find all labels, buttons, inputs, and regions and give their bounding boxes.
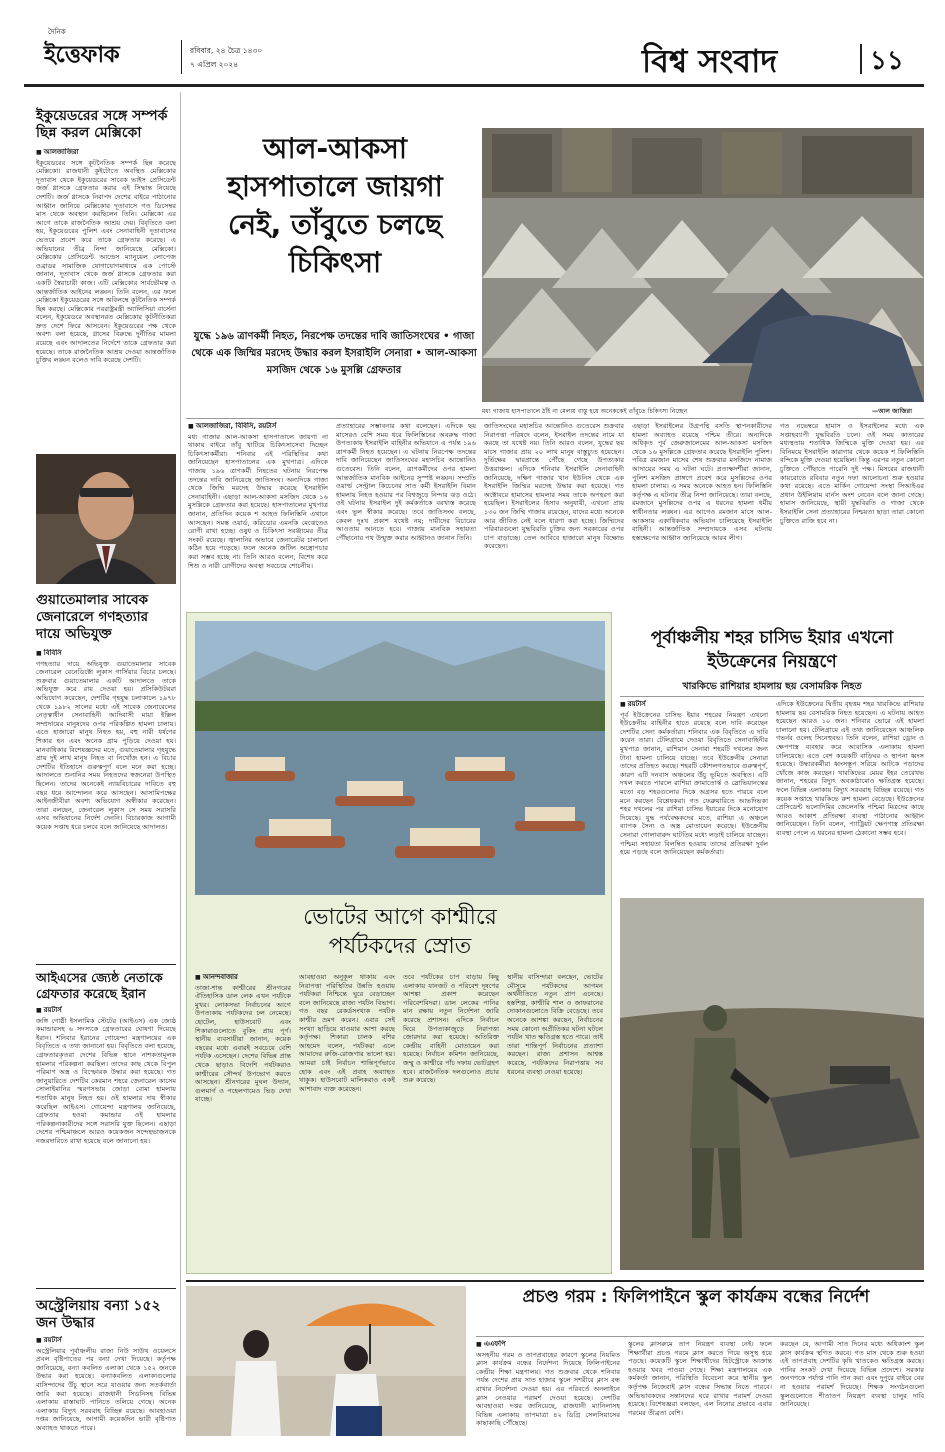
guatemala-photo: [36, 454, 176, 584]
philippines-byline: ■ এএফপি: [476, 1340, 620, 1350]
chasiv-col-1: [620, 700, 768, 890]
kashmir-col-3-text: তবে পর্যটকের চাপ বাড়ায় কিছু এলাকায় যানজট ও পরিবেশ দূষণের আশঙ্কা প্রকাশ করেছেন পরিবেশবিদরা। ডাল লেকের পানির মান রক্ষায় নতুন নির্দেশনা জারি করেছে প্রশাসন। এদিকে নির্বাচন ঘিরে উপত্যকাজুড়ে নিরাপত্তা জোরদার করা হয়েছে। অতিরিক্ত কেন্দ্রীয় বাহিনী মোতায়েন করা হয়েছে। নির্বাচন কমিশন জানিয়েছে, জম্মু ও কাশ্মীরে পাঁচ দফায় ভোটগ্রহণ হবে। রাজনৈতিক দলগুলোও প্রচার শুরু করেছে।: [403, 973, 499, 1085]
masthead-logo-text: ইত্তেফাক: [44, 41, 120, 68]
alaqsa-byline: ■ আলজাজিরা, বিবিসি, রয়টার্স: [188, 422, 328, 432]
australia-body: [24, 1336, 176, 1452]
alaqsa-col-2: [336, 422, 476, 600]
kashmir-photo: [195, 621, 605, 895]
australia-byline: ■ রয়টার্স: [36, 1336, 176, 1346]
portrait-image: [36, 454, 176, 584]
ecuador-story: [24, 92, 176, 492]
tent-camp-image: [482, 128, 924, 402]
kashmir-col-2-text: আবহাওয়া অনুকূল থাকায় এবং নিরাপত্তা পরিস্থিতির উন্নতি হওয়ায় পর্যটকরা নিশ্চিন্তে ঘুরে বেড়াচ্ছেন বলে জানিয়েছে রাজ্য পর্যটন বিভাগ। গত বছর রেকর্ডসংখ্যক পর্যটক কাশ্মীর ভ্রমণ করেন। এবার সেই সংখ্যা ছাড়িয়ে যাওয়ার আশা করছে কর্তৃপক্ষ। শিকারা চালক বশির আহমেদ বলেন, পর্যটকরা এলে আমাদের রুজি-রোজগার ভালো হয়। আমরা চাই নির্বাচন শান্তিপূর্ণভাবে হোক এবং এই প্রবাহ অব্যাহত থাকুক। হাউসবোট মালিকরাও একই আশাবাদ ব্যক্ত করেছেন।: [299, 973, 395, 1093]
chasiv-col-2-text: এদিকে ইউক্রেনের দ্বিতীয় বৃহত্তম শহর খারকিভে রাশিয়ার হামলায় ছয় বেসামরিক নিহত হয়েছেন। এ ঘটনায় আহত হয়েছেন আরও ১০ জন। শনিবার ভোরে এই হামলা চালানো হয়। টেলিগ্রামে এই তথ্য জানিয়েছেন আঞ্চলিক গভর্নর ওলেহ সিনেহুবভ। তিনি বলেন, রাশিয়া ড্রোন ও ক্ষেপণাস্ত্র ব্যবহার করে আবাসিক এলাকায় হামলা চালিয়েছে। এতে বেশ কয়েকটি বাড়িঘর ও স্থাপনা ধ্বংস হয়েছে। উদ্ধারকর্মীরা ধ্বংসস্তূপ সরিয়ে আটকে পড়াদের খোঁজে কাজ করছেন। খারকিভের মেয়র ইহর তেরেখভ জানান, শহরের বিদ্যুৎ অবকাঠামোও ক্ষতিগ্রস্ত হয়েছে। ফলে বিভিন্ন এলাকায় বিদ্যুৎ সরবরাহ বিচ্ছিন্ন রয়েছে। গত কয়েক সপ্তাহে খারকিভে রুশ হামলা বেড়েছে। ইউক্রেনের প্রেসিডেন্ট ভলোদিমির জেলেনস্কি পশ্চিমা মিত্রদের কাছে আরও আকাশ প্রতিরক্ষা ব্যবস্থা পাঠানোর আহ্বান জানিয়েছেন। তিনি বলেন, প্যাট্রিয়ট ক্ষেপণাস্ত্র প্রতিরক্ষা ব্যবস্থা পেলে এ ধরনের হামলা ঠেকানো সম্ভব হবে।: [776, 700, 924, 837]
iran-story: [24, 966, 176, 1238]
philippines-headline: প্রচণ্ড গরম : ফিলিপাইনে স্কুল কার্যক্রম বন্ধের নির্দেশ: [522, 1287, 870, 1307]
ecuador-byline: ■ আলজাজিরা: [36, 148, 176, 158]
students-umbrella-image: [186, 1286, 466, 1436]
kashmir-col-2: [299, 973, 395, 1269]
iran-body: [24, 1006, 176, 1238]
masthead-logo-small: দৈনিক: [48, 28, 66, 36]
kashmir-col-1: [195, 973, 291, 1269]
masthead-logo: [44, 28, 174, 70]
philippines-story: [186, 1286, 924, 1436]
chasiv-story: [620, 612, 924, 1274]
iran-headline: আইএসের জ্যেষ্ঠ নেতাকে গ্রেফতার করেছে ইরান: [36, 970, 163, 1001]
philippines-col-3: [780, 1340, 924, 1434]
chasiv-col-1-text: পূর্ব ইউক্রেনের চাসিভ ইয়ার শহরের নিয়ন্ত্রণ এখনো ইউক্রেনীয় বাহিনীর হাতে রয়েছে বলে দাবি করেছেন দেশটির সেনা কর্মকর্তারা। শনিবার এক বিবৃতিতে এ দাবি করেন তারা। টেলিগ্রামে দেওয়া বিবৃতিতে সেনাবাহিনীর মুখপাত্র জানান, রাশিয়ান সেনারা শহরটি দখলের জন্য টানা হামলা চালিয়ে যাচ্ছে। তবে ইউক্রেনীয় সেনারা তাদের প্রতিহত করছে। শহরটি কৌশলগতভাবে গুরুত্বপূর্ণ, কারণ এটি দনবাস অঞ্চলের উঁচু ভূমিতে অবস্থিত। এটি দখল করতে পারলে রাশিয়া ক্রামাতোর্স্ক ও স্লোভিয়ানস্কের মতো বড় শহরগুলোর দিকে অগ্রসর হতে পারবে বলে মনে করছেন বিশ্লেষকরা। গত ফেব্রুয়ারিতে আভদিভকা শহর দখলের পর রাশিয়া চাসিভ ইয়ারের দিকে মনোযোগ দিয়েছে। যুদ্ধ পর্যবেক্ষকদের মতে, রাশিয়া এ অঞ্চলে ব্যাপক সৈন্য ও অস্ত্র মোতায়েন করেছে। ইউক্রেনীয় সেনারা গোলাবারুদ ঘাটতির মধ্যে লড়াই চালিয়ে যাচ্ছেন। পশ্চিমা সহায়তা বিলম্বিত হওয়ায় তাদের প্রতিরক্ষা দুর্বল হয়ে পড়ছে বলে জানিয়েছেন কর্মকর্তারা।: [620, 710, 768, 857]
australia-text: অস্ট্রেলিয়ার পূর্বাঞ্চলীয় রাজ্য নিউ সাউথ ওয়েলসে প্রবল বৃষ্টিপাতের পর বন্যা দেখা দিয়েছে। কর্তৃপক্ষ জানিয়েছে, বন্যা কবলিত এলাকা থেকে ১৫২ জনকে উদ্ধার করা হয়েছে। বন্যাকবলিত এলাকাগুলোর বাসিন্দাদের উঁচু স্থানে সরে যাওয়ার জন্য সতর্কবার্তা জারি করা হয়েছে। রাজধানী সিডনিসহ বিভিন্ন এলাকায় রাস্তাঘাট পানিতে তলিয়ে গেছে। অনেক এলাকায় বিদ্যুৎ সরবরাহ বিচ্ছিন্ন রয়েছে। আবহাওয়া দপ্তর জানিয়েছে, আগামী কয়েকদিন ভারী বৃষ্টিপাত অব্যাহত থাকতে পারে।: [36, 1346, 176, 1432]
section-title: বিশ্ব সংবাদ: [642, 42, 778, 80]
guatemala-body: [24, 649, 176, 943]
alaqsa-col-1-text: মধ্য গাজার আল-আকসা হাসপাতালে জায়গা না থাকায় বাইরে তাঁবু খাটিয়ে চিকিৎসাসেবা দিচ্ছেন চিকিৎসাকর্মীরা। শনিবার এই পরিস্থিতির কথা জানিয়েছেন হাসপাতালের এক মুখপাত্র। এদিকে গাজায় ১৯৬ ত্রাণকর্মী নিহতের ঘটনায় নিরপেক্ষ তদন্তের দাবি জানিয়েছে জাতিসংঘ। অন্যদিকে গাজা থেকে জিম্মি মরদেহ উদ্ধার করেছে ইসরাইলি সেনাবাহিনী। এছাড়া আল-আকসা মসজিদ থেকে ১৬ মুসল্লিকে গ্রেফতার করা হয়েছে। হাসপাতালের মুখপাত্র জানান, প্রতিদিন কয়েক শ আহত ফিলিস্তিনি এখানে আসছেন। সমস্ত ওয়ার্ড, করিডোর এমনকি মেঝেতেও রোগী রাখা হচ্ছে। ওষুধ ও চিকিৎসা সরঞ্জামের তীব্র সংকট রয়েছে। জ্বালানির অভাবে জেনারেটর চালানো কঠিন হয়ে পড়েছে। ফলে অনেক জটিল অস্ত্রোপচার করা সম্ভব হচ্ছে না। তিনি আরও বলেন, বিশেষ করে শিশু ও নারী রোগীদের অবস্থা সবচেয়ে শোচনীয়।: [188, 432, 328, 570]
chasiv-byline: ■ রয়টার্স: [620, 700, 768, 710]
iran-text: জঙ্গি গোষ্ঠী ইসলামিক স্টেটের (আইএস) এক জ্যেষ্ঠ কমান্ডারসহ ৬ সদস্যকে গ্রেফতারের ঘোষণা দিয়েছে ইরান। শনিবার ইরানের গোয়েন্দা মন্ত্রণালয়ের এক বিবৃতিতে এ তথ্য জানানো হয়। বিবৃতিতে বলা হয়েছে, গ্রেফতারকৃতরা দেশের বিভিন্ন স্থানে নাশকতামূলক হামলার পরিকল্পনা করছিল। তাদের কাছ থেকে বিপুল পরিমাণ অস্ত্র ও বিস্ফোরক উদ্ধার করা হয়েছে। গত জানুয়ারিতে দেশটির কেরমান শহরে জেনারেল কাসেম সোলাইমানির স্মরণসভায় জোড়া বোমা হামলায় শতাধিক মানুষ নিহত হয়। ওই হামলার দায় স্বীকার করেছিল আইএস। গোয়েন্দা মন্ত্রণালয় জানিয়েছে, গ্রেফতার হওয়া কমান্ডার ওই হামলার পরিকল্পনাকারীদের সঙ্গে সরাসরি যুক্ত ছিলেন। এছাড়া দেশের পশ্চিমাঞ্চলে আরও কয়েকজন সন্দেহভাজনকে নজরদারিতে রাখা হয়েছে বলে জানানো হয়।: [36, 1016, 176, 1145]
kashmir-col-1-text: তাজা-শান্ত কাশ্মীরের শ্রীনগরের ঐতিহাসিক ডাল লেক এখন পর্যটকে মুখর। লোকসভা নির্বাচনের আগে উপত্যকায় পর্যটকদের ঢল নেমেছে। হোটেল, হাউসবোট এবং শিকারাগুলোতে বুকিং প্রায় পূর্ণ। স্থানীয় ব্যবসায়ীরা জানান, কয়েক বছরের মধ্যে এবারই সবচেয়ে বেশি পর্যটক এসেছেন। দেশের বিভিন্ন প্রান্ত থেকে ছাড়াও বিদেশি পর্যটকরাও কাশ্মীরের সৌন্দর্য উপভোগ করতে আসছেন। শ্রীনগরের মুঘল উদ্যান, গুলমার্গ ও পহেলগামেও ভিড় দেখা যাচ্ছে।: [195, 983, 291, 1104]
masthead-rule: [24, 84, 924, 87]
alaqsa-col-2-text: প্রত্যাহারের সম্ভাবনার কথা বলেছেন। এদিকে ছয় মাসেরও বেশি সময় ধরে ফিলিস্তিনের অবরুদ্ধ গাজা উপত্যকায় ইসরাইলি বাহিনীর অভিযানে এ পর্যন্ত ১৯৬ ত্রাণকর্মী নিহত হয়েছেন। এ ঘটনায় নিরপেক্ষ তদন্তের দাবি জানিয়েছেন জাতিসংঘের মহাসচিব আন্তোনিও গুতেরেস। তিনি বলেন, ত্রাণকর্মীদের ওপর হামলা আন্তর্জাতিক মানবিক আইনের সুস্পষ্ট লঙ্ঘন। সম্প্রতি ওয়ার্ল্ড সেন্ট্রাল কিচেনের সাত কর্মী ইসরাইলি বিমান হামলায় নিহত হওয়ার পর বিশ্বজুড়ে নিন্দার ঝড় ওঠে। ওই ঘটনায় ইসরাইল দুই কর্মকর্তাকে বরখাস্ত করেছে এবং ভুল স্বীকার করেছে। তবে জাতিসংঘ বলছে, কেবল দুঃখ প্রকাশ যথেষ্ট নয়; দায়ীদের বিচারের আওতায় আনতে হবে। গাজায় মানবিক সহায়তা পৌঁছানোর পথ উন্মুক্ত করার আহ্বানও জানান তিনি।: [336, 422, 476, 542]
dal-lake-image: [195, 621, 605, 895]
kashmir-col-4-text: স্থানীয় বাসিন্দারা বলছেন, ভোটের মৌসুমে পর্যটকদের আগমন অর্থনীতিতে নতুন প্রাণ এনেছে। হস্তশিল্প, কাশ্মীরি শাল ও জাফরানের দোকানগুলোতে বিক্রি বেড়েছে। তবে অনেকে আশঙ্কা করছেন, নির্বাচনের সময় কোনো অপ্রীতিকর ঘটনা ঘটলে পর্যটন খাত ক্ষতিগ্রস্ত হতে পারে। তাই তারা শান্তিপূর্ণ নির্বাচনের প্রত্যাশা করছেন। রাজ্য প্রশাসন আশ্বস্ত করেছে, পর্যটকদের নিরাপত্তায় সব ধরনের ব্যবস্থা নেওয়া হয়েছে।: [507, 973, 603, 1076]
alaqsa-caption: মধ্য গাজায় হাসপাতালে ঠাঁই না মেলায় বাস্তু হয়ে অনেককেই তাঁবুতে চিকিৎসা নিচ্ছেন: [482, 408, 688, 415]
kashmir-story: [186, 612, 612, 1274]
kashmir-col-3: [403, 973, 499, 1269]
date-line-2: ৭ এপ্রিল ২০২৪: [190, 60, 239, 69]
kashmir-col-4: [507, 973, 603, 1269]
philippines-col-2: [628, 1340, 772, 1434]
alaqsa-col-4-text: এছাড়া ইসরাইলের উগ্রপন্থি বসতি স্থাপনকারীদের হামলা অব্যাহত রয়েছে পশ্চিম তীরে। অন্যদিকে অধিকৃত পূর্ব জেরুজালেমের আল-আকসা মসজিদ থেকে ১৬ মুসল্লিকে গ্রেফতার করেছে ইসরাইলি পুলিশ। পবিত্র রমজান মাসের শেষ শুক্রবার মসজিদে নামাজ আদায়ের সময় এ ঘটনা ঘটে। প্রত্যক্ষদর্শীরা জানান, পুলিশ মসজিদ প্রাঙ্গণে প্রবেশ করে মুসল্লিদের ওপর হামলা চালায়। এ সময় অনেকে আহত হন। ফিলিস্তিনি কর্তৃপক্ষ এ ঘটনার তীব্র নিন্দা জানিয়েছে। তারা বলছে, রমজানে মুসল্লিদের ওপর এ ধরনের হামলা ধর্মীয় স্বাধীনতার লঙ্ঘন। এর আগেও রমজান মাসে আল-আকসায় একাধিকবার অভিযান চালিয়েছে ইসরাইলি বাহিনী। আন্তর্জাতিক সম্প্রদায়কে এসব ঘটনায় হস্তক্ষেপের আহ্বান জানিয়েছে আরব লীগ।: [632, 422, 772, 542]
alaqsa-col-3: [484, 422, 624, 600]
alaqsa-col-3-text: জাতিসংঘের মহাসচিব আন্তোনিও গুতেরেস শুক্রবার নিরাপত্তা পরিষদে বলেন, ইসরাইল তদন্তের নামে যা করছে তা যথেষ্ট নয়। তিনি আরও বলেন, যুদ্ধের ছয় মাসে গাজার প্রায় ২০ লাখ মানুষ বাস্তুচ্যুত হয়েছেন। দুর্ভিক্ষের দ্বারপ্রান্তে পৌঁছে গেছে উপত্যকার উত্তরাঞ্চল। এদিকে শনিবার ইসরাইলি সেনাবাহিনী জানিয়েছে, দক্ষিণ গাজার খান ইউনিস থেকে এক ইসরাইলি জিম্মির মরদেহ উদ্ধার করা হয়েছে। গত অক্টোবরে হামাসের হামলার সময় তাকে অপহরণ করা হয়েছিল। ইসরাইলের হিসাব অনুযায়ী, এখনো প্রায় ১৩০ জন জিম্মি গাজায় রয়েছেন, যাদের মধ্যে অনেকে আর জীবিত নেই বলে ধারণা করা হচ্ছে। জিম্মিদের পরিবারগুলো যুদ্ধবিরতি চুক্তির জন্য সরকারের ওপর চাপ বাড়াচ্ছে। তেল আবিবে হাজারো মানুষ বিক্ষোভ করেছেন।: [484, 422, 624, 551]
guatemala-headline: গুয়াতেমালার সাবেক জেনারেলে গণহত্যার দায়ে অভিযুক্ত: [36, 592, 149, 642]
philippines-col-2-text: স্কুলের ক্লাসরুমে তাপ নিয়ন্ত্রণ ব্যবস্থা নেই। ফলে শিক্ষার্থীরা প্রচণ্ড গরমে ক্লাস করতে গিয়ে অসুস্থ হয়ে পড়ছে। কয়েকটি স্কুলে শিক্ষার্থীদের হিটস্ট্রোকে আক্রান্ত হওয়ার খবর পাওয়া গেছে। শিক্ষা মন্ত্রণালয়ের এক কর্মকর্তা জানান, পরিস্থিতি বিবেচনা করে স্থানীয় স্কুল কর্তৃপক্ষ নিজেরাই ক্লাস বন্ধের সিদ্ধান্ত নিতে পারবে। অভিভাবকদের সন্তানদের ঘরে রাখার পরামর্শ দেওয়া হয়েছে। বিশেষজ্ঞরা বলছেন, এল নিনোর প্রভাবে এবার গরমের তীব্রতা বেশি।: [628, 1340, 772, 1417]
ecuador-headline: ইকুয়েডরের সঙ্গে সম্পর্ক ছিন্ন করল মেক্সিকো: [36, 108, 168, 141]
alaqsa-photo: [482, 128, 924, 402]
ecuador-body: [24, 148, 176, 492]
alaqsa-col-5: [780, 422, 924, 600]
alaqsa-credit: —আল জাজিরা: [872, 408, 913, 415]
left-column: [24, 92, 176, 1432]
australia-headline: অস্ট্রেলিয়ায় বন্যা ১৫২ জন উদ্ধার: [36, 1298, 161, 1331]
alaqsa-story: [186, 92, 924, 602]
page-number: ১১: [870, 46, 904, 76]
australia-story: [24, 1292, 176, 1452]
ecuador-text: ইকুয়েডরের সঙ্গে কূটনৈতিক সম্পর্ক ছিন্ন করেছে মেক্সিকো। রাজধানী কুইটোতে অবস্থিত মেক্সিকোর দূতাবাস থেকে ইকুয়েডরের সাবেক ভাইস প্রেসিডেন্ট জর্জ গ্লাসকে গ্রেফতার করার এই সিদ্ধান্ত নিয়েছে দেশটি। জর্জ গ্লাসকে নিরাপদ দেশের বাইরে পাঠানোর আহ্বান জানিয়ে মেক্সিকোর দূতাবাসে গত ডিসেম্বর মাস থেকে অবস্থান করছিলেন তিনি। মেক্সিকো এর আগে তাকে রাজনৈতিক আশ্রয় দেয়। বিবৃতিতে বলা হয়, ইকুয়েডরের পুলিশ এবং সেনাবাহিনী দূতাবাসের ভেতরে প্রবেশ করে তাকে গ্রেফতার করেছে। এ অভিযানের তীব্র নিন্দা জানিয়েছে মেক্সিকো। মেক্সিকোর প্রেসিডেন্ট আন্দ্রেস ম্যানুয়েল লোপেজ ওব্রাডর সামাজিক যোগাযোগমাধ্যমে এক পোস্টে জানান, দূতাবাস থেকে জর্জ গ্লাসকে গ্রেফতার করা একটি স্বৈরাচারী কাজ। এটি মেক্সিকোর সার্বভৌমত্ব ও আন্তর্জাতিক আইনের লঙ্ঘন। তিনি বলেন, এর ফলে মেক্সিকো ইকুয়েডরের সঙ্গে অবিলম্বে কূটনৈতিক সম্পর্ক ছিন্ন করছে। মেক্সিকোর পররাষ্ট্রমন্ত্রী অ্যালিসিয়া বার্সেনা বলেন, ইকুয়েডরে অবস্থানরত মেক্সিকোর কূটনীতিকরা দ্রুত দেশে ফিরে আসবেন। ইকুয়েডরের পক্ষ থেকে অবশ্য বলা হয়েছে, গ্লাসের বিরুদ্ধে দুর্নীতির মামলা রয়েছে এবং আদালতের নির্দেশে তাকে গ্রেফতার করা হয়েছে। তাকে রাজনৈতিক আশ্রয় দেওয়া আন্তর্জাতিক চুক্তির লঙ্ঘন বলেও দাবি করেছে দেশটি।: [36, 158, 176, 365]
alaqsa-col-4: [632, 422, 772, 600]
philippines-col-3-text: করছেন যে, আগামী সাত দিনের মধ্যে অধিকাংশ স্কুল ক্লাস কার্যক্রম স্থগিত করবে। গত মাস থেকে শুরু হওয়া এই তাপপ্রবাহ দেশটির কৃষি খাতকেও ক্ষতিগ্রস্ত করছে। পানির সংকট দেখা দিয়েছে বিভিন্ন প্রদেশে। সরকার জনগণকে পর্যাপ্ত পানি পান করা এবং দুপুরে বাইরে বের না হওয়ার পরামর্শ দিয়েছে। শিক্ষক সংগঠনগুলো স্কুলগুলোতে শীতাতপ নিয়ন্ত্রণ ব্যবস্থা চালুর দাবি জানিয়েছে।: [780, 1340, 924, 1409]
iran-byline: ■ রয়টার্স: [36, 1006, 176, 1016]
chasiv-col-2: [776, 700, 924, 890]
soldier-tank-image: [620, 898, 924, 1270]
philippines-photo: [186, 1286, 466, 1436]
chasiv-subhead: খারকিভে রাশিয়ার হামলায় ছয় বেসামরিক নিহত: [682, 681, 862, 692]
philippines-col-1-text: অসহনীয় গরম ও তাপপ্রবাহের কারণে স্কুলের নিয়মিত ক্লাস কার্যক্রম বন্ধের নির্দেশনা দিয়েছে ফিলিপাইনের কেন্দ্রীয় শিক্ষা মন্ত্রণালয়। গত শুক্রবার থেকে শনিবার পর্যন্ত দেশের প্রায় সাত হাজার স্কুলে সশরীরে ক্লাস বন্ধ রাখার নির্দেশনা দেওয়া হয়। এর পরিবর্তে অনলাইনে ক্লাস নেওয়ার পরামর্শ দেওয়া হয়েছে। দেশটির আবহাওয়া দপ্তর জানিয়েছে, রাজধানী ম্যানিলাসহ বিভিন্ন এলাকায় তাপমাত্রা ৪২ ডিগ্রি সেলসিয়াসের কাছাকাছি পৌঁছেছে।: [476, 1350, 620, 1428]
guatemala-story: [24, 586, 176, 943]
chasiv-headline: পূর্বাঞ্চলীয় শহর চাসিভ ইয়ার এখনো ইউক্রেনের নিয়ন্ত্রণে: [650, 628, 894, 672]
alaqsa-subhead: যুদ্ধে ১৯৬ ত্রাণকর্মী নিহত, নিরপেক্ষ তদন্তের দাবি জাতিসংঘের • গাজা থেকে এক জিম্মির মরদেহ উদ্ধার করল ইসরাইলি সেনারা • আল-আকসা মসজিদ থেকে ১৬ মুসল্লি গ্রেফতার: [191, 331, 477, 376]
alaqsa-col-1: [188, 422, 328, 600]
kashmir-byline: ■ আনন্দবাজার: [195, 973, 291, 983]
alaqsa-col-5-text: গত নভেম্বরে হামাস ও ইসরাইলের মধ্যে এক সপ্তাহব্যাপী যুদ্ধবিরতি চলে। ওই সময় কাতারের মধ্যস্থতায় শতাধিক জিম্মিকে মুক্তি দেওয়া হয়। এর বিনিময়ে ইসরাইলি কারাগার থেকে কয়েক শ ফিলিস্তিনি বন্দিকে মুক্তি দেওয়া হয়েছিল। কিন্তু এরপর নতুন কোনো চুক্তিতে পৌঁছাতে পারেনি দুই পক্ষ। মিসরের রাজধানী কায়রোতে রবিবার নতুন দফা আলোচনা শুরু হওয়ার কথা রয়েছে। এতে মার্কিন গোয়েন্দা সংস্থা সিআইএর প্রধান উইলিয়াম বার্নস অংশ নেবেন বলে জানা গেছে। হামাস জানিয়েছে, স্থায়ী যুদ্ধবিরতি ও গাজা থেকে ইসরাইলি সেনা প্রত্যাহারের নিশ্চয়তা ছাড়া তারা কোনো চুক্তিতে রাজি হবে না।: [780, 422, 924, 525]
philippines-col-1: [476, 1340, 620, 1434]
guatemala-text: গণহত্যার দায়ে অভিযুক্ত গুয়াতেমালার সাবেক জেনারেল বেনেডিক্টো লুকাস গার্সিয়ার বিচার চলছে। শুক্রবার গুয়াতেমালার একটি আদালতে তাকে অভিযুক্ত করে রায় দেওয়া হয়। প্রসিকিউটররা অভিযোগ করেছেন, দেশটির গৃহযুদ্ধ চলাকালে ১৯৭৮ থেকে ১৯৮২ সালের মধ্যে এই সাবেক জেনারেলের নেতৃত্বাধীন সেনাবাহিনী আদিবাসী মায়া ইক্সিল সম্প্রদায়ের মানুষদের ওপর পরিকল্পিত হামলা চালায়। এতে হাজারো মানুষ নিহত হয়, বহু নারী ধর্ষণের শিকার হন এবং অনেক গ্রাম পুড়িয়ে দেওয়া হয়। মানবাধিকার বিশেষজ্ঞদের মতে, গুয়াতেমালার গৃহযুদ্ধে প্রায় দুই লাখ মানুষ নিহত বা নিখোঁজ হন। এ বিচার দেশটির ইতিহাসে গুরুত্বপূর্ণ বলে মনে করা হচ্ছে। আদালতে শুনানির সময় নিহতদের স্বজনেরা উপস্থিত ছিলেন। তাদের অনেকেই ন্যায়বিচারের দাবিতে বহু বছর ধরে আন্দোলন করে আসছেন। আসামিপক্ষের আইনজীবীরা অবশ্য অভিযোগ অস্বীকার করেছেন। তারা বলছেন, জেনারেল লুকাস সে সময় সরাসরি এসব অভিযানের নির্দেশ দেননি। বিচারকাজ আগামী কয়েক সপ্তাহ ধরে চলবে বলে জানিয়েছে আদালত।: [36, 659, 176, 831]
alaqsa-headline: আল-আকসা হাসপাতালে জায়গা নেই, তাঁবুতে চলছে চিকিৎসা: [227, 132, 443, 279]
date-line-1: রবিবার, ২৪ চৈত্র ১৪৩০: [190, 46, 263, 55]
masthead: [0, 0, 945, 82]
chasiv-photo: [620, 898, 924, 1270]
kashmir-headline: ভোটের আগে কাশ্মীরে পর্যটকদের স্রোত: [303, 905, 497, 959]
guatemala-byline: ■ বিবিসি: [36, 649, 176, 659]
